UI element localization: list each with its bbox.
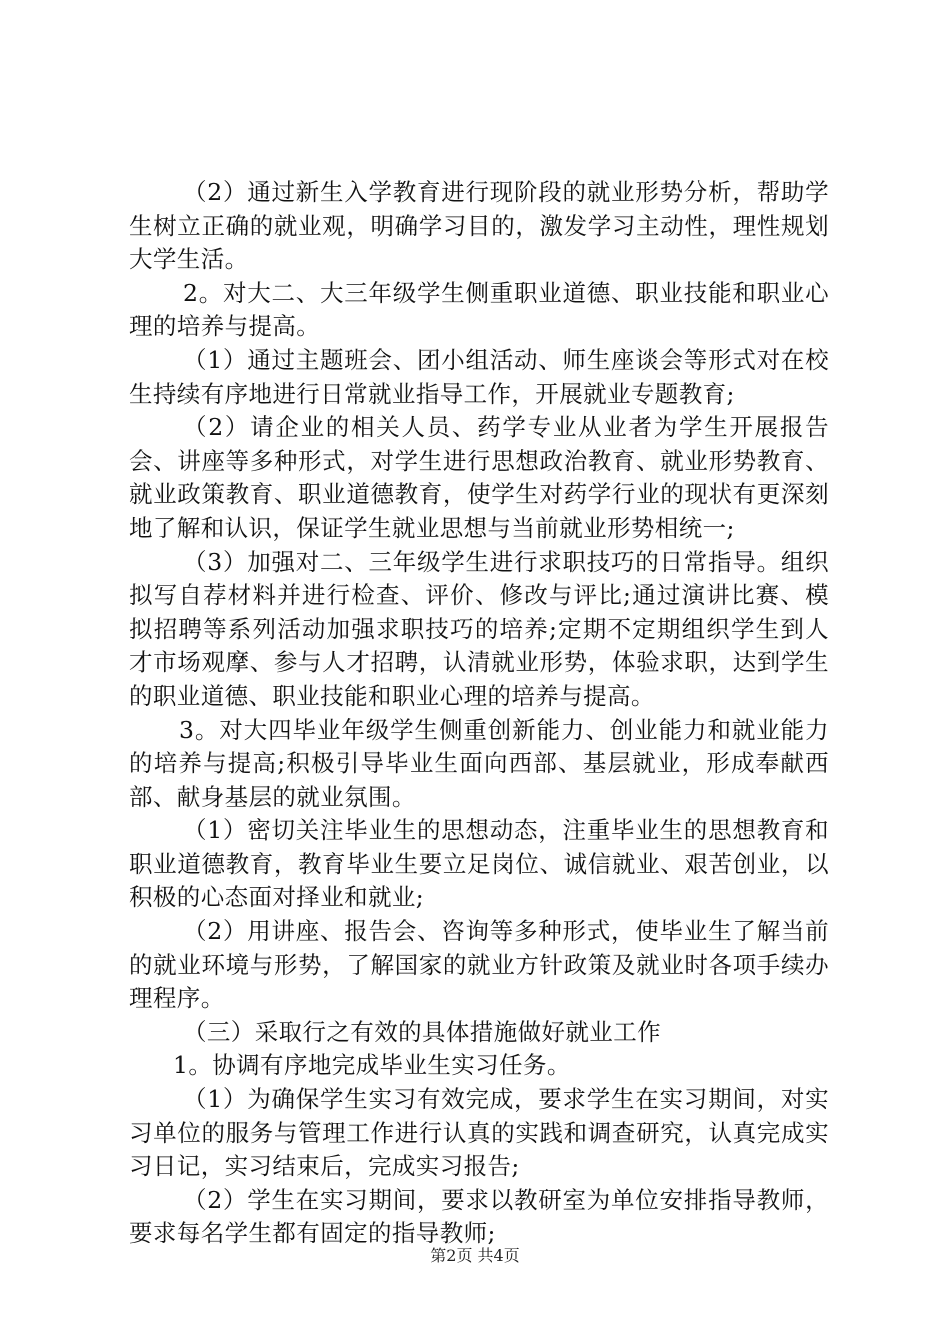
document-body xyxy=(129,176,829,1251)
paragraph-sophomore-junior-focus: 2。对大二、大三年级学生侧重职业道德、职业技能和职业心理的培养与提高。 xyxy=(129,278,829,341)
paragraph-employment-environment: （2）用讲座、报告会、咨询等多种形式，使毕业生了解当前的就业环境与形势，了解国家的就业方针政策及就业时各项手续办理程序。 xyxy=(129,917,829,1013)
paragraph-senior-focus: 3。对大四毕业年级学生侧重创新能力、创业能力和就业能力的培养与提高;积极引导毕业生面向西部、基层就业，形成奉献西部、献身基层的就业氛围。 xyxy=(129,715,829,811)
paragraph-graduate-mindset: （1）密切关注毕业生的思想动态，注重毕业生的思想教育和职业道德教育，教育毕业生要立足岗位、诚信就业、艰苦创业，以积极的心态面对择业和就业; xyxy=(129,816,829,912)
paragraph-class-meetings: （1）通过主题班会、团小组活动、师生座谈会等形式对在校生持续有序地进行日常就业指导工作，开展就业专题教育; xyxy=(129,345,829,408)
paragraph-freshman-employment-analysis: （2）通过新生入学教育进行现阶段的就业形势分析，帮助学生树立正确的就业观，明确学习目的，激发学习主动性，理性规划大学生活。 xyxy=(129,178,829,274)
paragraph-internship-completion: （1）为确保学生实习有效完成，要求学生在实习期间，对实习单位的服务与管理工作进行认真的实践和调查研究，认真完成实习日记，实习结束后，完成实习报告; xyxy=(129,1085,829,1181)
paragraph-enterprise-lectures: （2）请企业的相关人员、药学专业从业者为学生开展报告会、讲座等多种形式，对学生进行思想政治教育、就业形势教育、就业政策教育、职业道德教育，使学生对药学行业的现状有更深刻地了解和认识，保证学生就业思想与当前就业形势相统一; xyxy=(129,413,829,542)
paragraph-internship-tasks: 1。协调有序地完成毕业生实习任务。 xyxy=(173,1051,571,1080)
paragraph-internship-advisors: （2）学生在实习期间，要求以教研室为单位安排指导教师，要求每名学生都有固定的指导教师; xyxy=(129,1185,829,1248)
section-heading-measures: （三）采取行之有效的具体措施做好就业工作 xyxy=(183,1017,661,1046)
paragraph-job-skills-guidance: （3）加强对二、三年级学生进行求职技巧的日常指导。组织拟写自荐材料并进行检查、评价、修改与评比;通过演讲比赛、模拟招聘等系列活动加强求职技巧的培养;定期不定期组织学生到人才市场观摩、参与人才招聘，认清就业形势，体验求职，达到学生的职业道德、职业技能和职业心理的培养与提高。 xyxy=(129,547,829,710)
page-footer: 第2页 共4页 xyxy=(430,1246,520,1265)
